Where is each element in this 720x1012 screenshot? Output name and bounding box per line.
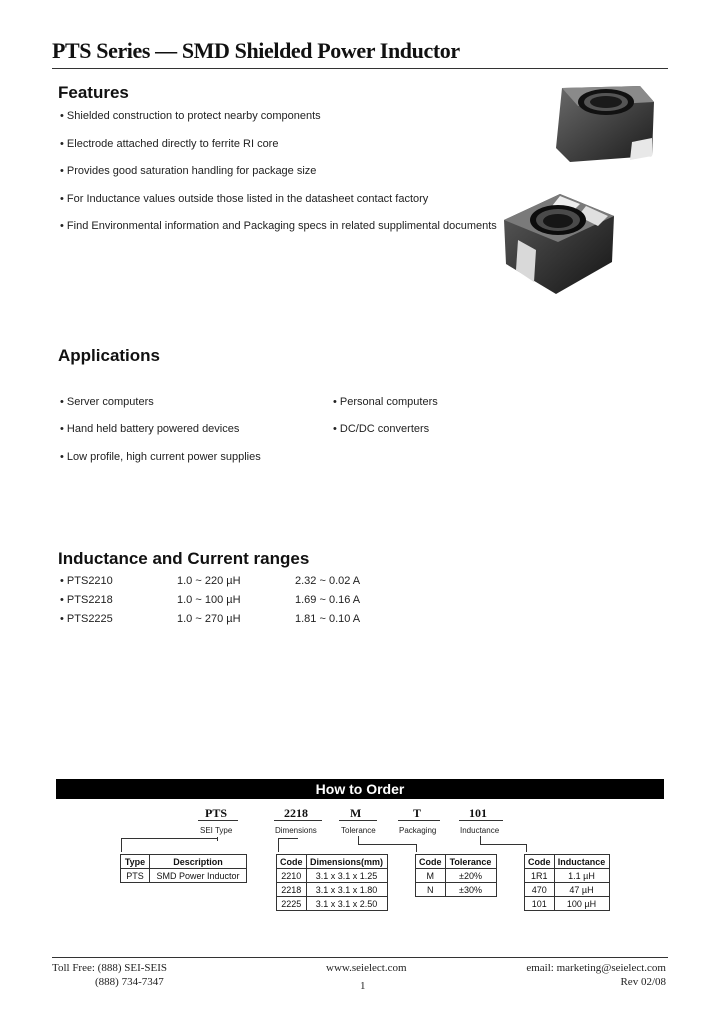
inductance-table [524,854,610,911]
range-inductance: 1.0 ~ 100 µH [177,594,241,606]
dimensions-table-cell: 3.1 x 3.1 x 1.25 [306,869,387,883]
feature-item: • For Inductance values outside those listed in the datasheet contact factory [60,193,428,205]
footer-website[interactable]: www.seielect.com [326,962,407,974]
inductance-table-cell: 470 [525,883,555,897]
feature-item: • Shielded construction to protect nearby components [60,110,321,122]
tolerance-table-cell: ±30% [445,883,496,897]
tolerance-table-cell: ±20% [445,869,496,883]
footer-rev: Rev 02/08 [620,976,666,988]
range-inductance: 1.0 ~ 270 µH [177,613,241,625]
inductance-table-cell: 47 µH [554,883,609,897]
tolerance-table-cell: M [416,869,446,883]
ranges-heading: Inductance and Current ranges [58,549,310,568]
dimensions-table-cell: 2218 [277,883,307,897]
how-to-order-bar: How to Order [56,779,664,799]
range-current: 1.81 ~ 0.10 A [295,613,361,625]
inductor-photo-top [548,82,660,164]
order-label-dimensions: Dimensions [275,826,317,835]
application-item: • Server computers [60,396,154,408]
tolerance-table-cell: N [416,883,446,897]
range-current: 1.69 ~ 0.16 A [295,594,361,606]
order-label-inductance: Inductance [460,826,500,835]
type-table-cell: PTS [121,869,150,883]
dimensions-table-header: Dimensions(mm) [306,855,387,869]
tolerance-table-header: Code [416,855,446,869]
type-table-cell: SMD Power Inductor [150,869,247,883]
type-table-header: Type [121,855,150,869]
footer-page-number: 1 [360,980,366,992]
dimensions-table-header: Code [277,855,307,869]
inductance-table-cell: 1.1 µH [554,869,609,883]
footer-phone: (888) 734-7347 [95,976,164,988]
footer-toll-free: Toll Free: (888) SEI-SEIS [52,962,168,974]
order-part-dimensions: 2218 [284,806,308,820]
range-part: • PTS2210 [60,575,113,587]
application-item: • Low profile, high current power supplies [60,451,261,463]
range-inductance: 1.0 ~ 220 µH [177,575,241,587]
order-part-tolerance: M [350,806,362,820]
dimensions-table-cell: 3.1 x 3.1 x 2.50 [306,897,387,911]
dimensions-table-cell: 3.1 x 3.1 x 1.80 [306,883,387,897]
inductance-table-cell: 1R1 [525,869,555,883]
type-table [120,854,247,883]
application-item: • Hand held battery powered devices [60,423,239,435]
range-part: • PTS2218 [60,594,113,606]
order-label-type: SEI Type [200,826,233,835]
application-item: • DC/DC converters [333,423,429,435]
inductance-table-cell: 100 µH [554,897,609,911]
tolerance-table [415,854,497,897]
footer-divider [52,957,668,958]
range-current: 2.32 ~ 0.02 A [295,575,361,587]
order-label-packaging: Packaging [399,826,437,835]
order-label-tolerance: Tolerance [341,826,376,835]
feature-item: • Provides good saturation handling for package size [60,165,316,177]
dimensions-table-cell: 2210 [277,869,307,883]
dimensions-table-cell: 2225 [277,897,307,911]
footer-email[interactable]: email: marketing@seielect.com [526,962,666,974]
application-item: • Personal computers [333,396,438,408]
feature-item: • Electrode attached directly to ferrite RI core [60,138,278,150]
title-divider [52,68,668,69]
dimensions-table [276,854,388,911]
inductance-table-cell: 101 [525,897,555,911]
order-part-inductance: 101 [469,806,487,820]
order-part-packaging: T [413,806,422,820]
tolerance-table-header: Tolerance [445,855,496,869]
features-heading: Features [58,83,129,102]
type-table-header: Description [150,855,247,869]
inductance-table-header: Inductance [554,855,609,869]
inductor-photo-bottom [500,190,618,298]
feature-item: • Find Environmental information and Packaging specs in related supplimental documents [60,220,497,232]
page-title: PTS Series — SMD Shielded Power Inductor [52,38,460,63]
inductance-table-header: Code [525,855,555,869]
order-part-type: PTS [205,806,228,820]
applications-heading: Applications [58,346,161,365]
range-part: • PTS2225 [60,613,113,625]
